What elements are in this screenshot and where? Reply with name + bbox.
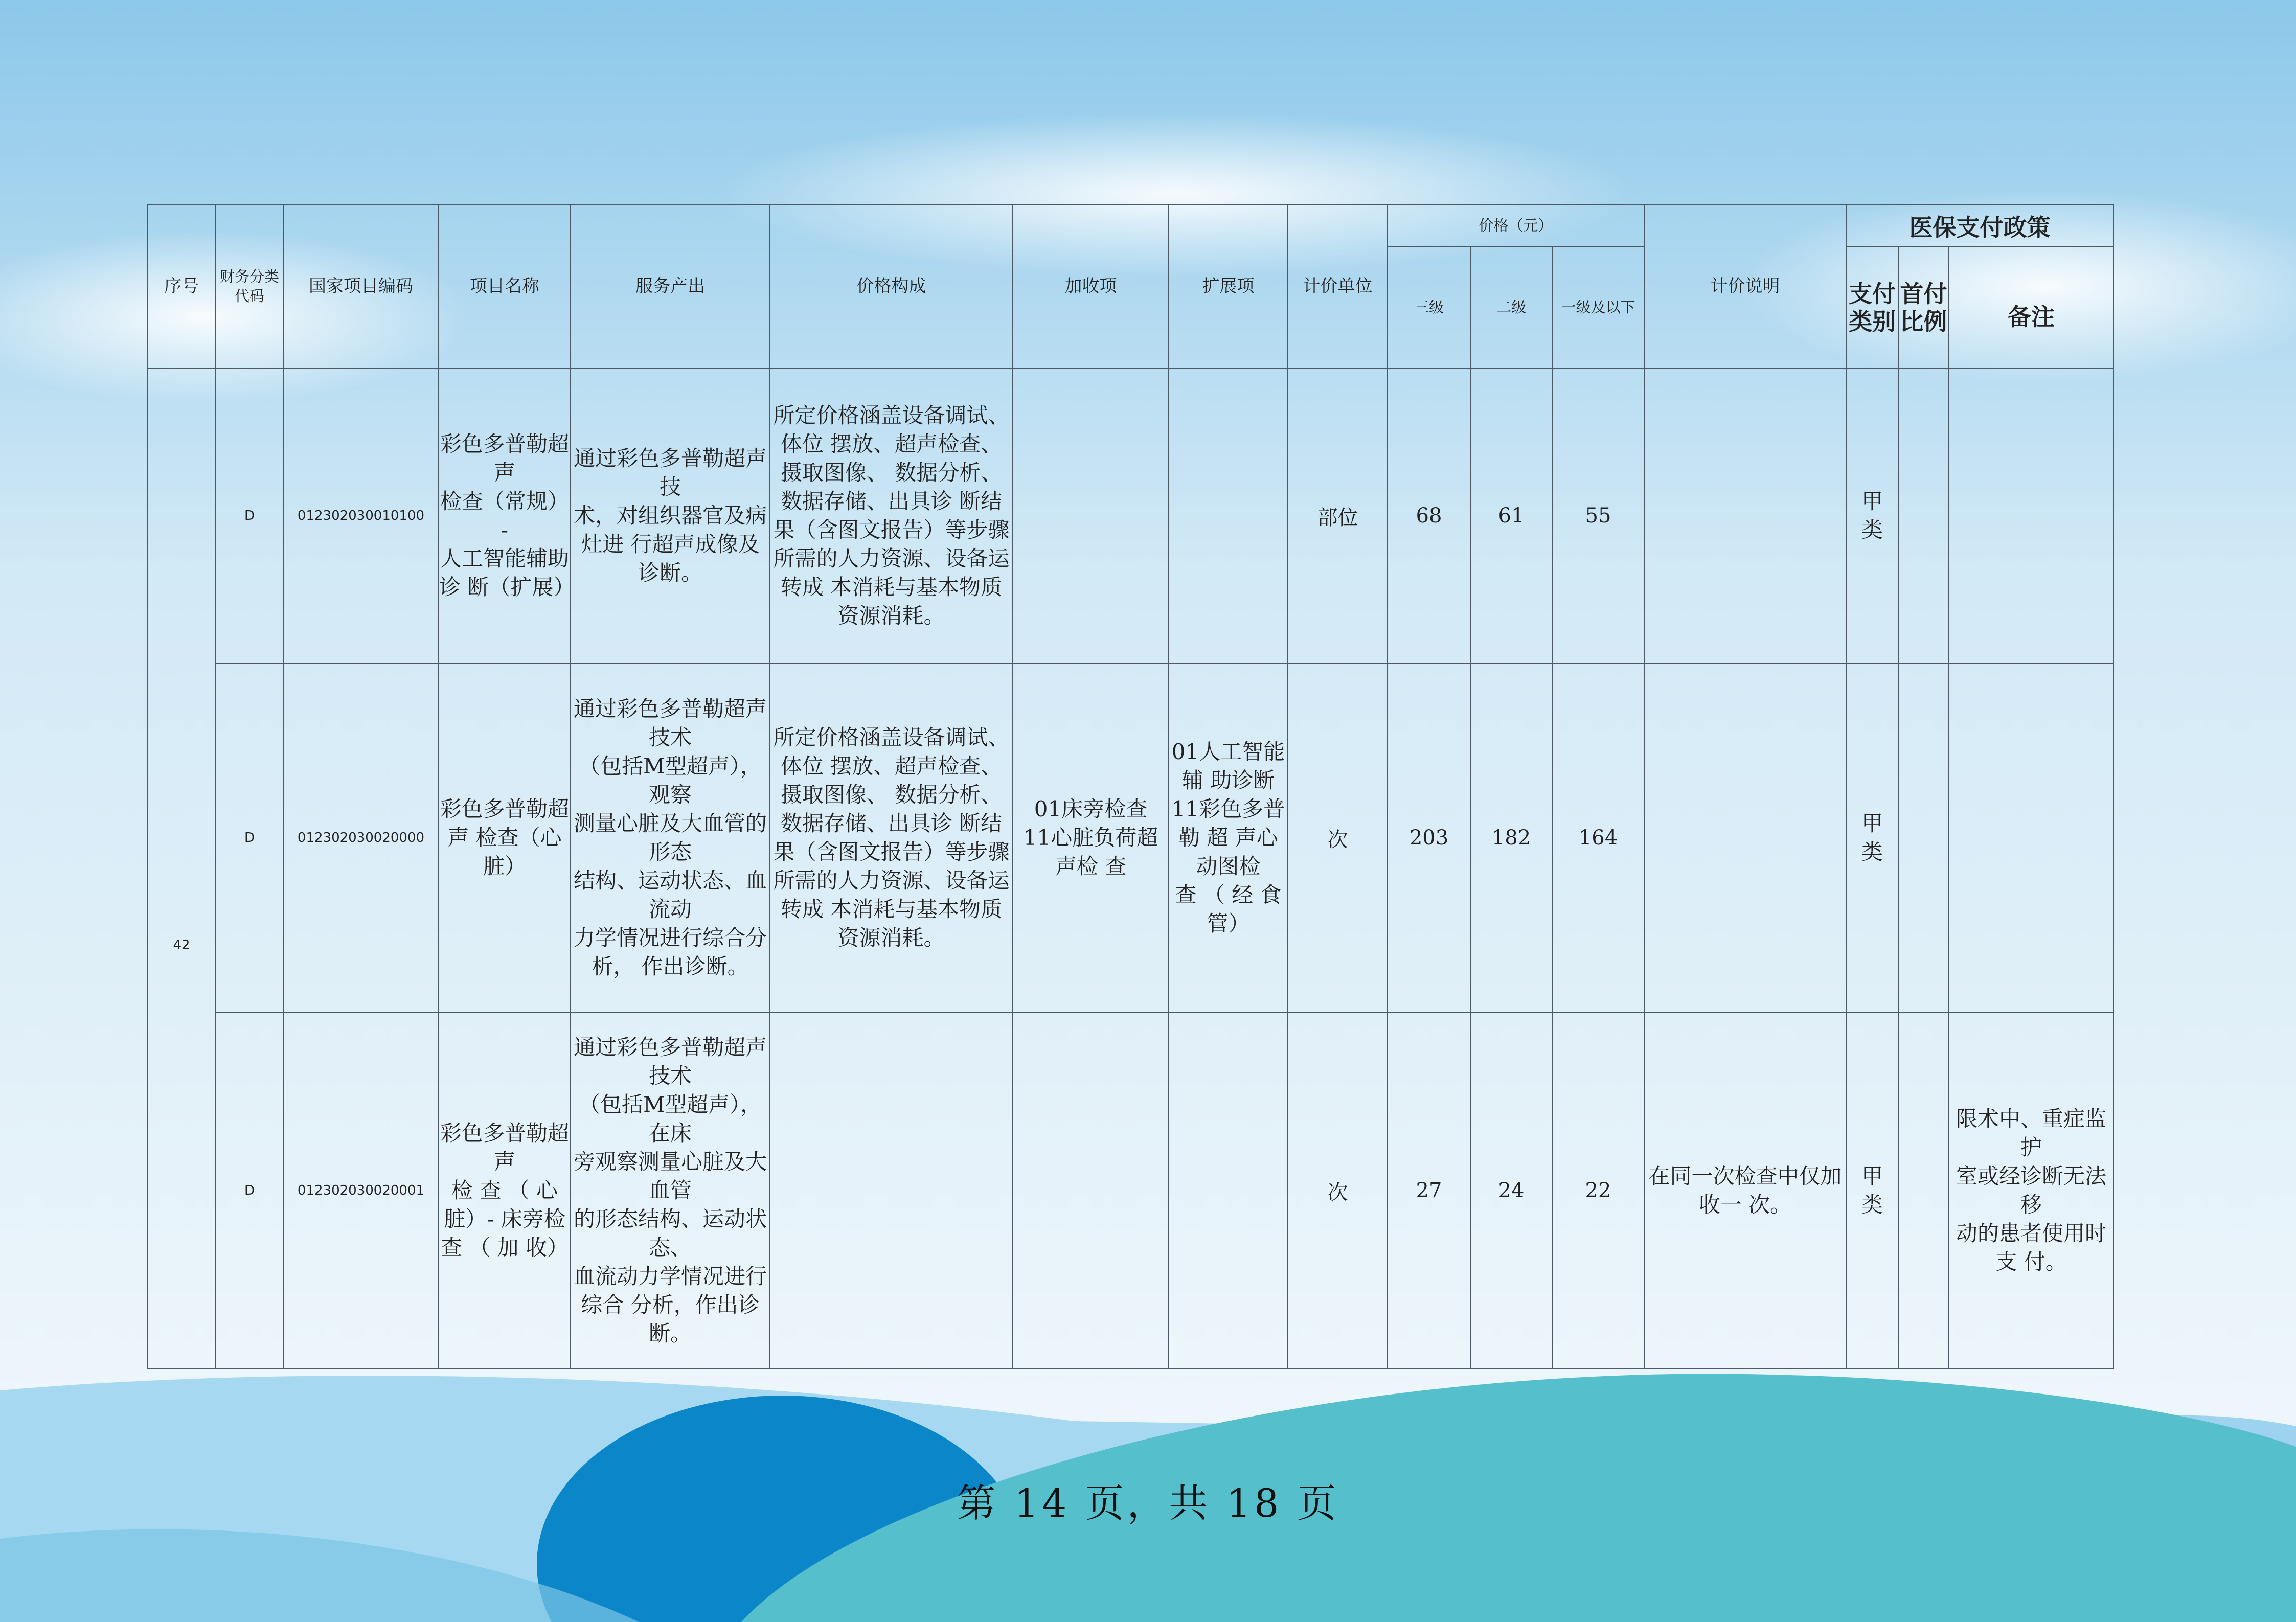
payment-type-cell (1846, 1012, 1898, 1369)
table-row (147, 664, 2113, 1012)
header-price-note: 计价说明 (1644, 205, 1846, 368)
header-remark: 备注 (1949, 247, 2113, 368)
payment-type-text: 甲类 (1861, 1163, 1883, 1217)
national-code-cell: 012302030020000 (283, 664, 439, 1012)
header-service-output: 服务产出 (571, 205, 770, 368)
header-level3: 三级 (1388, 247, 1470, 368)
payment-type-text: 甲类 (1861, 811, 1883, 864)
header-extension-item: 扩展项 (1169, 205, 1288, 368)
header-national-code: 国家项目编码 (283, 205, 439, 368)
price-level2-cell: 61 (1470, 368, 1552, 664)
price-note-cell (1644, 664, 1846, 1012)
extension-item-cell: 01人工智能辅 助诊断 11彩色多普 勒 超 声心动图检 查 （ 经 食 管） (1169, 664, 1288, 1012)
price-composition-cell: 所定价格涵盖设备调试、体位 摆放、超声检查、摄取图像、 数据分析、数据存储、出具诊 断结果（含图文报告）等步骤 所需的人力资源、设备运转成 本消耗与基本物质资源消耗。 (770, 368, 1013, 664)
price-level1-cell: 164 (1552, 664, 1644, 1012)
first-pay-ratio-cell (1898, 1012, 1949, 1369)
header-item-name: 项目名称 (439, 205, 571, 368)
item-name-cell: 彩色多普勒超声 检查（常规）- 人工智能辅助诊 断（扩展） (439, 368, 571, 664)
payment-type-cell (1846, 664, 1898, 1012)
national-code-cell: 012302030010100 (283, 368, 439, 664)
finance-code-cell: D (216, 368, 283, 664)
header-price: 价格（元） (1388, 205, 1644, 247)
add-item-cell: 01床旁检查 11心脏负荷超声检 查 (1013, 664, 1169, 1012)
extension-item-cell (1169, 1012, 1288, 1369)
price-note-cell (1644, 368, 1846, 664)
first-pay-ratio-cell (1898, 664, 1949, 1012)
header-first-pay-ratio: 首付比例 (1898, 247, 1949, 368)
service-output-cell: 通过彩色多普勒超声技术 （包括M型超声），在床 旁观察测量心脏及大血管 的形态结构、运动状态、 血流动力学情况进行综合 分析，作出诊断。 (571, 1012, 770, 1369)
remark-cell: 限术中、重症监护 室或经诊断无法移 动的患者使用时支 付。 (1949, 1012, 2113, 1369)
price-level3-cell: 68 (1388, 368, 1470, 664)
unit-cell: 次 (1288, 1012, 1388, 1369)
national-code-cell: 012302030020001 (283, 1012, 439, 1369)
header-price-composition: 价格构成 (770, 205, 1013, 368)
header-row-1 (147, 205, 2113, 247)
header-insurance-policy: 医保支付政策 (1846, 205, 2113, 247)
add-item-cell (1013, 368, 1169, 664)
table-row (147, 368, 2113, 664)
header-finance-code: 财务分类代码 (216, 205, 283, 368)
price-level1-cell: 22 (1552, 1012, 1644, 1369)
unit-cell: 次 (1288, 664, 1388, 1012)
header-level2: 二级 (1470, 247, 1552, 368)
item-name-cell: 彩色多普勒超声 检查（心脏） (439, 664, 571, 1012)
header-level1: 一级及以下 (1552, 247, 1644, 368)
pricing-table (147, 204, 2114, 1369)
extension-item-cell (1169, 368, 1288, 664)
service-output-cell: 通过彩色多普勒超声技 术，对组织器官及病灶进 行超声成像及诊断。 (571, 368, 770, 664)
price-note-cell: 在同一次检查中仅加收一 次。 (1644, 1012, 1846, 1369)
seq-cell: 42 (147, 368, 216, 1369)
header-payment-type: 支付类别 (1846, 247, 1898, 368)
first-pay-ratio-cell (1898, 368, 1949, 664)
price-composition-cell: 所定价格涵盖设备调试、体位 摆放、超声检查、摄取图像、 数据分析、数据存储、出具诊 断结果（含图文报告）等步骤 所需的人力资源、设备运转成 本消耗与基本物质资源消耗。 (770, 664, 1013, 1012)
header-unit: 计价单位 (1288, 205, 1388, 368)
payment-type-cell (1846, 368, 1898, 664)
price-level2-cell: 182 (1470, 664, 1552, 1012)
header-add-item: 加收项 (1013, 205, 1169, 368)
remark-cell (1949, 664, 2113, 1012)
table-row (147, 1012, 2113, 1369)
remark-cell (1949, 368, 2113, 664)
payment-type-text: 甲类 (1861, 489, 1883, 542)
item-name-cell: 彩色多普勒超声 检 查 （ 心 脏）- 床旁检 查 （ 加 收） (439, 1012, 571, 1369)
price-level1-cell: 55 (1552, 368, 1644, 664)
finance-code-cell: D (216, 664, 283, 1012)
service-output-cell: 通过彩色多普勒超声技术 （包括M型超声），观察 测量心脏及大血管的形态 结构、运动状态、血流动 力学情况进行综合分析， 作出诊断。 (571, 664, 770, 1012)
header-seq: 序号 (147, 205, 216, 368)
finance-code-cell: D (216, 1012, 283, 1369)
price-composition-cell (770, 1012, 1013, 1369)
price-level3-cell: 27 (1388, 1012, 1470, 1369)
unit-cell: 部位 (1288, 368, 1388, 664)
price-level2-cell: 24 (1470, 1012, 1552, 1369)
page-footer: 第 14 页，共 18 页 (957, 1480, 1339, 1526)
add-item-cell (1013, 1012, 1169, 1369)
price-level3-cell: 203 (1388, 664, 1470, 1012)
